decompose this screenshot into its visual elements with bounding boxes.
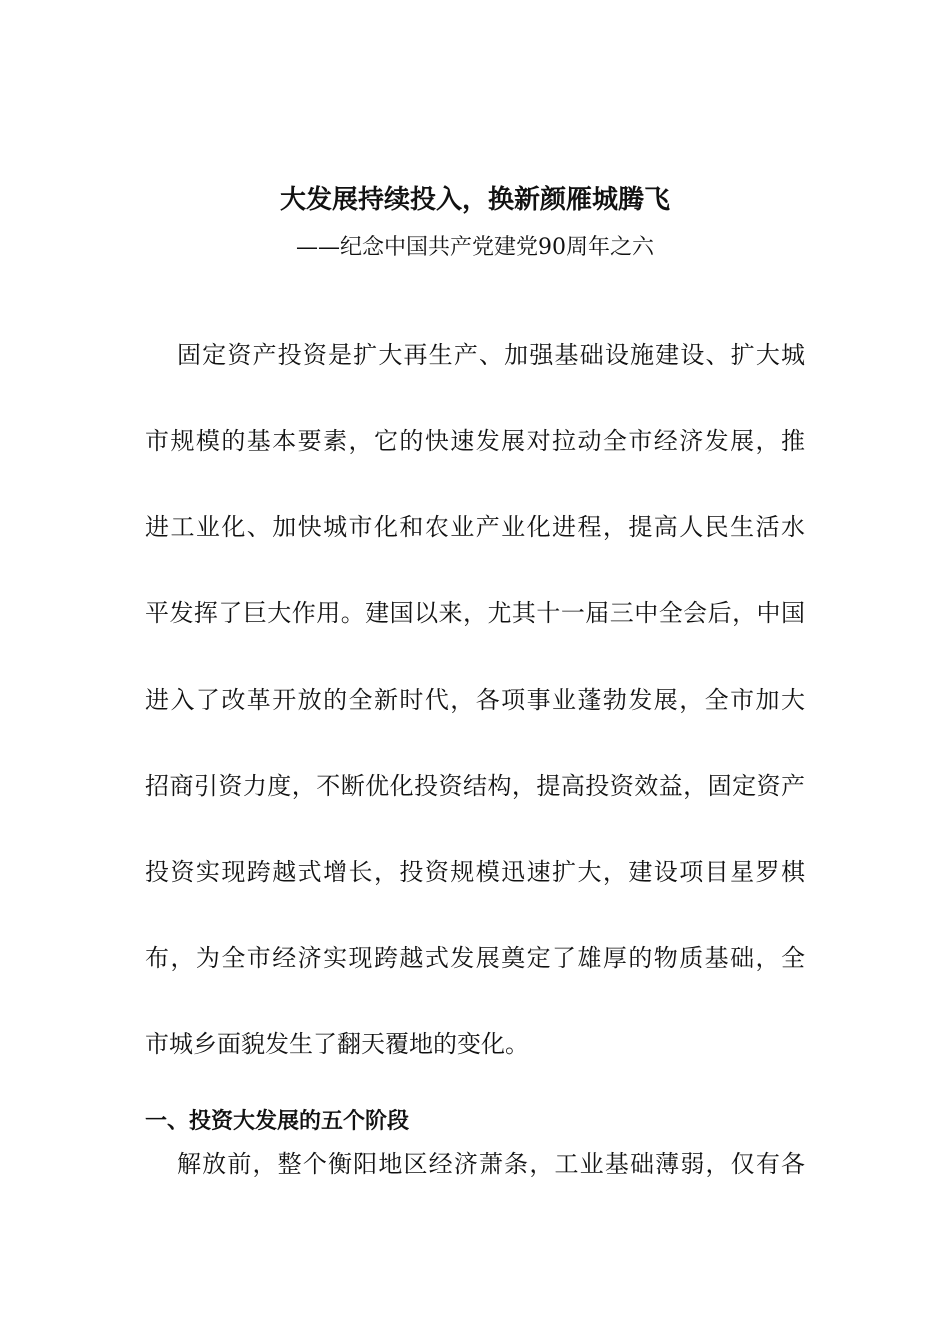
paragraph-line: 招商引资力度，不断优化投资结构，提高投资效益，固定资产 bbox=[145, 772, 805, 800]
document-subtitle: ——纪念中国共产党建党90周年之六 bbox=[296, 235, 654, 260]
paragraph-line: 市城乡面貌发生了翻天覆地的变化。 bbox=[145, 1030, 529, 1058]
paragraph-line: 进工业化、加快城市化和农业产业化进程，提高人民生活水 bbox=[145, 513, 805, 541]
paragraph-line: 平发挥了巨大作用。建国以来，尤其十一届三中全会后，中国 bbox=[145, 599, 805, 627]
paragraph-line: 固定资产投资是扩大再生产、加强基础设施建设、扩大城 bbox=[177, 341, 805, 369]
paragraph-line: 布，为全市经济实现跨越式发展奠定了雄厚的物质基础，全 bbox=[145, 944, 805, 972]
document-title: 大发展持续投入，换新颜雁城腾飞 bbox=[279, 185, 670, 215]
paragraph-line: 投资实现跨越式增长，投资规模迅速扩大，建设项目星罗棋 bbox=[145, 858, 805, 886]
paragraph-line: 解放前，整个衡阳地区经济萧条，工业基础薄弱，仅有各 bbox=[177, 1150, 805, 1178]
paragraph-line: 进入了改革开放的全新时代，各项事业蓬勃发展，全市加大 bbox=[145, 686, 805, 714]
section-heading: 一、投资大发展的五个阶段 bbox=[145, 1109, 410, 1134]
paragraph-line: 市规模的基本要素，它的快速发展对拉动全市经济发展，推 bbox=[145, 427, 805, 455]
